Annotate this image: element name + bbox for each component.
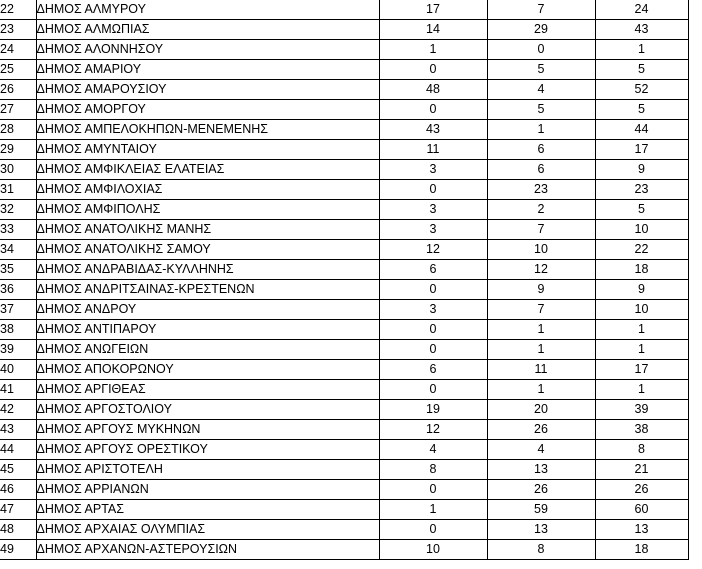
municipality-name-cell: ΔΗΜΟΣ ΑΡΧΑΝΩΝ-ΑΣΤΕΡΟΥΣΙΩΝ bbox=[36, 540, 379, 560]
municipality-name-cell: ΔΗΜΟΣ ΑΡΙΣΤΟΤΕΛΗ bbox=[36, 460, 379, 480]
value-a-cell: 0 bbox=[379, 280, 487, 300]
value-b-cell: 59 bbox=[487, 500, 595, 520]
value-b-cell: 29 bbox=[487, 20, 595, 40]
total-cell: 18 bbox=[595, 540, 688, 560]
value-a-cell: 0 bbox=[379, 100, 487, 120]
value-b-cell: 10 bbox=[487, 240, 595, 260]
total-cell: 5 bbox=[595, 200, 688, 220]
total-cell: 9 bbox=[595, 160, 688, 180]
value-a-cell: 43 bbox=[379, 120, 487, 140]
table-row bbox=[0, 40, 688, 60]
total-cell: 22 bbox=[595, 240, 688, 260]
value-a-cell: 6 bbox=[379, 260, 487, 280]
value-a-cell: 0 bbox=[379, 320, 487, 340]
value-b-cell: 5 bbox=[487, 60, 595, 80]
row-number-cell: 36 bbox=[0, 280, 36, 300]
total-cell: 5 bbox=[595, 100, 688, 120]
row-number-cell: 44 bbox=[0, 440, 36, 460]
row-number-cell: 43 bbox=[0, 420, 36, 440]
total-cell: 1 bbox=[595, 340, 688, 360]
total-cell: 10 bbox=[595, 300, 688, 320]
value-b-cell: 8 bbox=[487, 540, 595, 560]
value-a-cell: 11 bbox=[379, 140, 487, 160]
table-row bbox=[0, 460, 688, 480]
row-number-cell: 26 bbox=[0, 80, 36, 100]
row-number-cell: 28 bbox=[0, 120, 36, 140]
row-number-cell: 45 bbox=[0, 460, 36, 480]
municipality-name-cell: ΔΗΜΟΣ ΑΡΓΟΥΣ ΟΡΕΣΤΙΚΟΥ bbox=[36, 440, 379, 460]
value-a-cell: 3 bbox=[379, 200, 487, 220]
value-b-cell: 12 bbox=[487, 260, 595, 280]
total-cell: 5 bbox=[595, 60, 688, 80]
row-number-cell: 38 bbox=[0, 320, 36, 340]
row-number-cell: 49 bbox=[0, 540, 36, 560]
total-cell: 43 bbox=[595, 20, 688, 40]
total-cell: 24 bbox=[595, 0, 688, 20]
municipality-name-cell: ΔΗΜΟΣ ΑΡΡΙΑΝΩΝ bbox=[36, 480, 379, 500]
total-cell: 21 bbox=[595, 460, 688, 480]
row-number-cell: 48 bbox=[0, 520, 36, 540]
row-number-cell: 29 bbox=[0, 140, 36, 160]
municipality-name-cell: ΔΗΜΟΣ ΑΡΤΑΣ bbox=[36, 500, 379, 520]
table-row bbox=[0, 360, 688, 380]
table-row bbox=[0, 480, 688, 500]
table-row bbox=[0, 400, 688, 420]
value-a-cell: 0 bbox=[379, 520, 487, 540]
value-a-cell: 0 bbox=[379, 480, 487, 500]
value-a-cell: 3 bbox=[379, 300, 487, 320]
municipality-name-cell: ΔΗΜΟΣ ΑΜΦΙΚΛΕΙΑΣ ΕΛΑΤΕΙΑΣ bbox=[36, 160, 379, 180]
value-b-cell: 0 bbox=[487, 40, 595, 60]
value-b-cell: 9 bbox=[487, 280, 595, 300]
municipality-name-cell: ΔΗΜΟΣ ΑΜΑΡΟΥΣΙΟΥ bbox=[36, 80, 379, 100]
value-b-cell: 7 bbox=[487, 220, 595, 240]
municipality-name-cell: ΔΗΜΟΣ ΑΝΔΡΙΤΣΑΙΝΑΣ-ΚΡΕΣΤΕΝΩΝ bbox=[36, 280, 379, 300]
table-row bbox=[0, 500, 688, 520]
value-b-cell: 6 bbox=[487, 140, 595, 160]
value-b-cell: 6 bbox=[487, 160, 595, 180]
value-a-cell: 0 bbox=[379, 180, 487, 200]
municipality-name-cell: ΔΗΜΟΣ ΑΡΓΟΣΤΟΛΙΟΥ bbox=[36, 400, 379, 420]
value-b-cell: 1 bbox=[487, 320, 595, 340]
row-number-cell: 42 bbox=[0, 400, 36, 420]
value-a-cell: 14 bbox=[379, 20, 487, 40]
row-number-cell: 33 bbox=[0, 220, 36, 240]
value-b-cell: 4 bbox=[487, 440, 595, 460]
row-number-cell: 24 bbox=[0, 40, 36, 60]
value-a-cell: 6 bbox=[379, 360, 487, 380]
total-cell: 10 bbox=[595, 220, 688, 240]
table-row bbox=[0, 260, 688, 280]
value-a-cell: 1 bbox=[379, 500, 487, 520]
municipality-name-cell: ΔΗΜΟΣ ΑΝΔΡΑΒΙΔΑΣ-ΚΥΛΛΗΝΗΣ bbox=[36, 260, 379, 280]
row-number-cell: 25 bbox=[0, 60, 36, 80]
municipality-name-cell: ΔΗΜΟΣ ΑΜΑΡΙΟΥ bbox=[36, 60, 379, 80]
municipality-name-cell: ΔΗΜΟΣ ΑΛΜΩΠΙΑΣ bbox=[36, 20, 379, 40]
municipality-name-cell: ΔΗΜΟΣ ΑΡΓΙΘΕΑΣ bbox=[36, 380, 379, 400]
total-cell: 26 bbox=[595, 480, 688, 500]
municipality-name-cell: ΔΗΜΟΣ ΑΛΟΝΝΗΣΟΥ bbox=[36, 40, 379, 60]
table-row bbox=[0, 540, 688, 560]
value-a-cell: 0 bbox=[379, 340, 487, 360]
row-number-cell: 47 bbox=[0, 500, 36, 520]
row-number-cell: 40 bbox=[0, 360, 36, 380]
value-b-cell: 1 bbox=[487, 340, 595, 360]
total-cell: 39 bbox=[595, 400, 688, 420]
municipality-name-cell: ΔΗΜΟΣ ΑΝΑΤΟΛΙΚΗΣ ΣΑΜΟΥ bbox=[36, 240, 379, 260]
value-b-cell: 13 bbox=[487, 460, 595, 480]
total-cell: 23 bbox=[595, 180, 688, 200]
value-b-cell: 1 bbox=[487, 380, 595, 400]
municipality-name-cell: ΔΗΜΟΣ ΑΡΓΟΥΣ ΜΥΚΗΝΩΝ bbox=[36, 420, 379, 440]
total-cell: 9 bbox=[595, 280, 688, 300]
value-b-cell: 20 bbox=[487, 400, 595, 420]
value-b-cell: 2 bbox=[487, 200, 595, 220]
value-a-cell: 3 bbox=[379, 220, 487, 240]
total-cell: 13 bbox=[595, 520, 688, 540]
value-a-cell: 4 bbox=[379, 440, 487, 460]
table-row bbox=[0, 340, 688, 360]
value-a-cell: 3 bbox=[379, 160, 487, 180]
municipality-name-cell: ΔΗΜΟΣ ΑΛΜΥΡΟΥ bbox=[36, 0, 379, 20]
municipality-name-cell: ΔΗΜΟΣ ΑΜΟΡΓΟΥ bbox=[36, 100, 379, 120]
municipality-name-cell: ΔΗΜΟΣ ΑΝΔΡΟΥ bbox=[36, 300, 379, 320]
municipality-name-cell: ΔΗΜΟΣ ΑΜΠΕΛΟΚΗΠΩΝ-ΜΕΝΕΜΕΝΗΣ bbox=[36, 120, 379, 140]
total-cell: 44 bbox=[595, 120, 688, 140]
value-b-cell: 4 bbox=[487, 80, 595, 100]
municipality-name-cell: ΔΗΜΟΣ ΑΜΦΙΛΟΧΙΑΣ bbox=[36, 180, 379, 200]
value-a-cell: 48 bbox=[379, 80, 487, 100]
total-cell: 60 bbox=[595, 500, 688, 520]
municipality-name-cell: ΔΗΜΟΣ ΑΠΟΚΟΡΩΝΟΥ bbox=[36, 360, 379, 380]
value-b-cell: 26 bbox=[487, 420, 595, 440]
table-row bbox=[0, 240, 688, 260]
total-cell: 1 bbox=[595, 380, 688, 400]
table-row bbox=[0, 180, 688, 200]
table-row bbox=[0, 0, 688, 20]
table-row bbox=[0, 280, 688, 300]
total-cell: 38 bbox=[595, 420, 688, 440]
value-b-cell: 11 bbox=[487, 360, 595, 380]
total-cell: 8 bbox=[595, 440, 688, 460]
municipality-name-cell: ΔΗΜΟΣ ΑΜΥΝΤΑΙΟΥ bbox=[36, 140, 379, 160]
table-row bbox=[0, 320, 688, 340]
value-b-cell: 13 bbox=[487, 520, 595, 540]
row-number-cell: 39 bbox=[0, 340, 36, 360]
value-a-cell: 0 bbox=[379, 380, 487, 400]
value-b-cell: 26 bbox=[487, 480, 595, 500]
value-a-cell: 10 bbox=[379, 540, 487, 560]
row-number-cell: 34 bbox=[0, 240, 36, 260]
row-number-cell: 46 bbox=[0, 480, 36, 500]
table-row bbox=[0, 20, 688, 40]
table-row bbox=[0, 300, 688, 320]
row-number-cell: 23 bbox=[0, 20, 36, 40]
table-row bbox=[0, 100, 688, 120]
row-number-cell: 30 bbox=[0, 160, 36, 180]
value-a-cell: 1 bbox=[379, 40, 487, 60]
table-row bbox=[0, 160, 688, 180]
value-b-cell: 5 bbox=[487, 100, 595, 120]
table-row bbox=[0, 520, 688, 540]
total-cell: 17 bbox=[595, 140, 688, 160]
municipality-name-cell: ΔΗΜΟΣ ΑΜΦΙΠΟΛΗΣ bbox=[36, 200, 379, 220]
table-row bbox=[0, 420, 688, 440]
value-a-cell: 8 bbox=[379, 460, 487, 480]
row-number-cell: 27 bbox=[0, 100, 36, 120]
row-number-cell: 32 bbox=[0, 200, 36, 220]
table-row bbox=[0, 80, 688, 100]
table-row bbox=[0, 200, 688, 220]
value-a-cell: 0 bbox=[379, 60, 487, 80]
row-number-cell: 41 bbox=[0, 380, 36, 400]
row-number-cell: 35 bbox=[0, 260, 36, 280]
row-number-cell: 31 bbox=[0, 180, 36, 200]
value-a-cell: 19 bbox=[379, 400, 487, 420]
table-row bbox=[0, 60, 688, 80]
value-a-cell: 17 bbox=[379, 0, 487, 20]
total-cell: 52 bbox=[595, 80, 688, 100]
total-cell: 1 bbox=[595, 40, 688, 60]
value-a-cell: 12 bbox=[379, 420, 487, 440]
municipality-name-cell: ΔΗΜΟΣ ΑΝΩΓΕΙΩΝ bbox=[36, 340, 379, 360]
total-cell: 18 bbox=[595, 260, 688, 280]
total-cell: 1 bbox=[595, 320, 688, 340]
total-cell: 17 bbox=[595, 360, 688, 380]
table-row bbox=[0, 440, 688, 460]
value-b-cell: 1 bbox=[487, 120, 595, 140]
municipality-name-cell: ΔΗΜΟΣ ΑΡΧΑΙΑΣ ΟΛΥΜΠΙΑΣ bbox=[36, 520, 379, 540]
table-row bbox=[0, 380, 688, 400]
municipality-name-cell: ΔΗΜΟΣ ΑΝΑΤΟΛΙΚΗΣ ΜΑΝΗΣ bbox=[36, 220, 379, 240]
row-number-cell: 22 bbox=[0, 0, 36, 20]
municipality-name-cell: ΔΗΜΟΣ ΑΝΤΙΠΑΡΟΥ bbox=[36, 320, 379, 340]
table-row bbox=[0, 120, 688, 140]
value-a-cell: 12 bbox=[379, 240, 487, 260]
value-b-cell: 7 bbox=[487, 0, 595, 20]
value-b-cell: 7 bbox=[487, 300, 595, 320]
row-number-cell: 37 bbox=[0, 300, 36, 320]
table-row bbox=[0, 220, 688, 240]
value-b-cell: 23 bbox=[487, 180, 595, 200]
table-row bbox=[0, 140, 688, 160]
